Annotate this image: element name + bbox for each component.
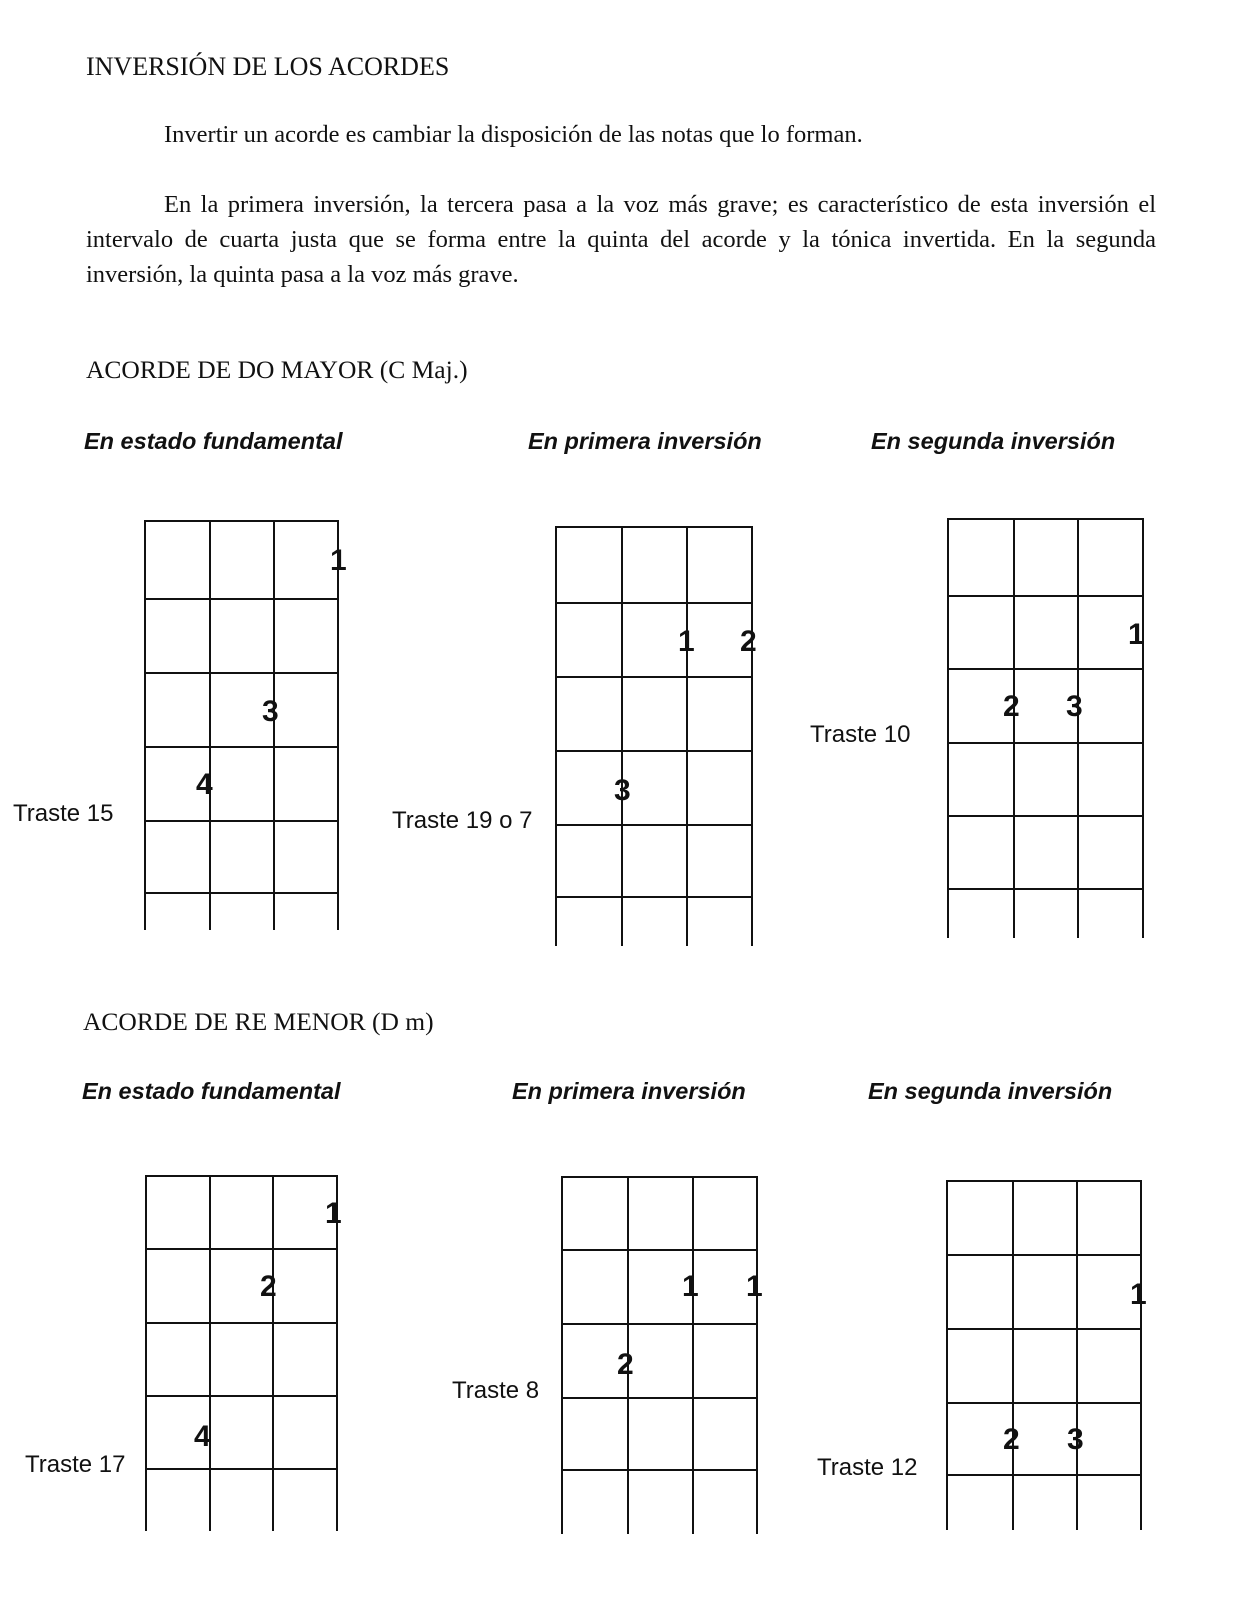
- finger-number: 1: [325, 1197, 342, 1230]
- fret-label-c-fundamental: Traste 15: [13, 800, 114, 827]
- fretboard-d-fundamental: [145, 1175, 338, 1531]
- string-line: [756, 1176, 758, 1534]
- fret-line: [561, 1323, 758, 1325]
- paragraph-inversions-text: En la primera inversión, la tercera pasa a la voz más grave; es característico de esta inversión el intervalo de cuarta justa que se forma entre la quinta del acorde y la tónica invertida. En la segunda inversión, la quinta pasa a la voz más grave.: [86, 191, 1156, 288]
- section-heading-c-major: ACORDE DE DO MAYOR (C Maj.): [86, 355, 468, 384]
- string-line: [561, 1176, 563, 1534]
- finger-number: 3: [1066, 690, 1083, 723]
- fret-line: [946, 1254, 1142, 1256]
- fretboard-c-second-inversion: [947, 518, 1144, 938]
- fretboard-d-second-inversion: [946, 1180, 1142, 1530]
- paragraph-definition-text: Invertir un acorde es cambiar la disposición de las notas que lo forman.: [164, 121, 863, 148]
- fretboard-c-fundamental: [144, 520, 339, 930]
- subtitle-d-fundamental: En estado fundamental: [82, 1078, 341, 1104]
- fret-label-c-first-inversion: Traste 19 o 7: [392, 807, 533, 834]
- finger-number: 2: [260, 1270, 277, 1303]
- finger-number: 4: [194, 1420, 211, 1453]
- string-line: [692, 1176, 694, 1534]
- fret-line: [946, 1328, 1142, 1330]
- finger-number: 1: [682, 1270, 699, 1303]
- fret-line: [144, 598, 339, 600]
- fret-line: [947, 742, 1144, 744]
- fret-line: [561, 1469, 758, 1471]
- fret-line: [555, 602, 753, 604]
- page-title: INVERSIÓN DE LOS ACORDES: [86, 52, 450, 81]
- fret-line: [144, 746, 339, 748]
- fret-line: [145, 1395, 338, 1397]
- fret-line: [561, 1249, 758, 1251]
- finger-number: 2: [1003, 1423, 1020, 1456]
- fret-line: [145, 1175, 338, 1177]
- string-line: [1076, 1180, 1078, 1530]
- string-line: [555, 526, 557, 946]
- fret-line: [145, 1248, 338, 1250]
- fretboard-d-first-inversion: [561, 1176, 758, 1534]
- fret-line: [555, 750, 753, 752]
- subtitle-c-fundamental: En estado fundamental: [84, 428, 343, 454]
- fret-line: [144, 672, 339, 674]
- string-line: [751, 526, 753, 946]
- fret-line: [561, 1397, 758, 1399]
- fret-label-c-second-inversion: Traste 10: [810, 721, 911, 748]
- finger-number: 2: [617, 1348, 634, 1381]
- fret-line: [145, 1468, 338, 1470]
- string-line: [621, 526, 623, 946]
- finger-number: 1: [1128, 618, 1145, 651]
- fret-line: [144, 892, 339, 894]
- string-line: [145, 1175, 147, 1531]
- fret-label-d-first-inversion: Traste 8: [452, 1377, 540, 1404]
- string-line: [686, 526, 688, 946]
- finger-number: 2: [740, 625, 757, 658]
- string-line: [947, 518, 949, 938]
- section-heading-d-minor: ACORDE DE RE MENOR (D m): [83, 1007, 434, 1036]
- fret-line: [947, 888, 1144, 890]
- finger-number: 3: [262, 695, 279, 728]
- fret-line: [145, 1322, 338, 1324]
- string-line: [1142, 518, 1144, 938]
- string-line: [1077, 518, 1079, 938]
- finger-number: 2: [1003, 690, 1020, 723]
- string-line: [1012, 1180, 1014, 1530]
- string-line: [144, 520, 146, 930]
- fret-line: [555, 824, 753, 826]
- subtitle-d-first-inversion: En primera inversión: [512, 1078, 746, 1104]
- fret-line: [947, 595, 1144, 597]
- fret-label-d-fundamental: Traste 17: [25, 1451, 126, 1478]
- finger-number: 1: [746, 1270, 763, 1303]
- finger-number: 1: [330, 544, 347, 577]
- string-line: [1013, 518, 1015, 938]
- fret-line: [947, 518, 1144, 520]
- string-line: [337, 520, 339, 930]
- fret-line: [144, 520, 339, 522]
- string-line: [209, 1175, 211, 1531]
- finger-number: 1: [1130, 1278, 1147, 1311]
- fret-line: [946, 1402, 1142, 1404]
- finger-number: 4: [196, 768, 213, 801]
- fret-line: [555, 676, 753, 678]
- paragraph-inversions: [86, 187, 1156, 292]
- fretboard-c-first-inversion: [555, 526, 753, 946]
- fret-line: [144, 820, 339, 822]
- string-line: [209, 520, 211, 930]
- fret-line: [561, 1176, 758, 1178]
- fret-line: [555, 896, 753, 898]
- finger-number: 3: [614, 774, 631, 807]
- fret-line: [947, 815, 1144, 817]
- subtitle-c-first-inversion: En primera inversión: [528, 428, 762, 454]
- paragraph-definition: [86, 117, 1156, 152]
- finger-number: 3: [1067, 1423, 1084, 1456]
- string-line: [946, 1180, 948, 1530]
- string-line: [1140, 1180, 1142, 1530]
- subtitle-c-second-inversion: En segunda inversión: [871, 428, 1116, 454]
- finger-number: 1: [678, 625, 695, 658]
- fret-label-d-second-inversion: Traste 12: [817, 1454, 918, 1481]
- fret-line: [946, 1180, 1142, 1182]
- fret-line: [946, 1474, 1142, 1476]
- fret-line: [555, 526, 753, 528]
- fret-line: [947, 668, 1144, 670]
- subtitle-d-second-inversion: En segunda inversión: [868, 1078, 1113, 1104]
- string-line: [272, 1175, 274, 1531]
